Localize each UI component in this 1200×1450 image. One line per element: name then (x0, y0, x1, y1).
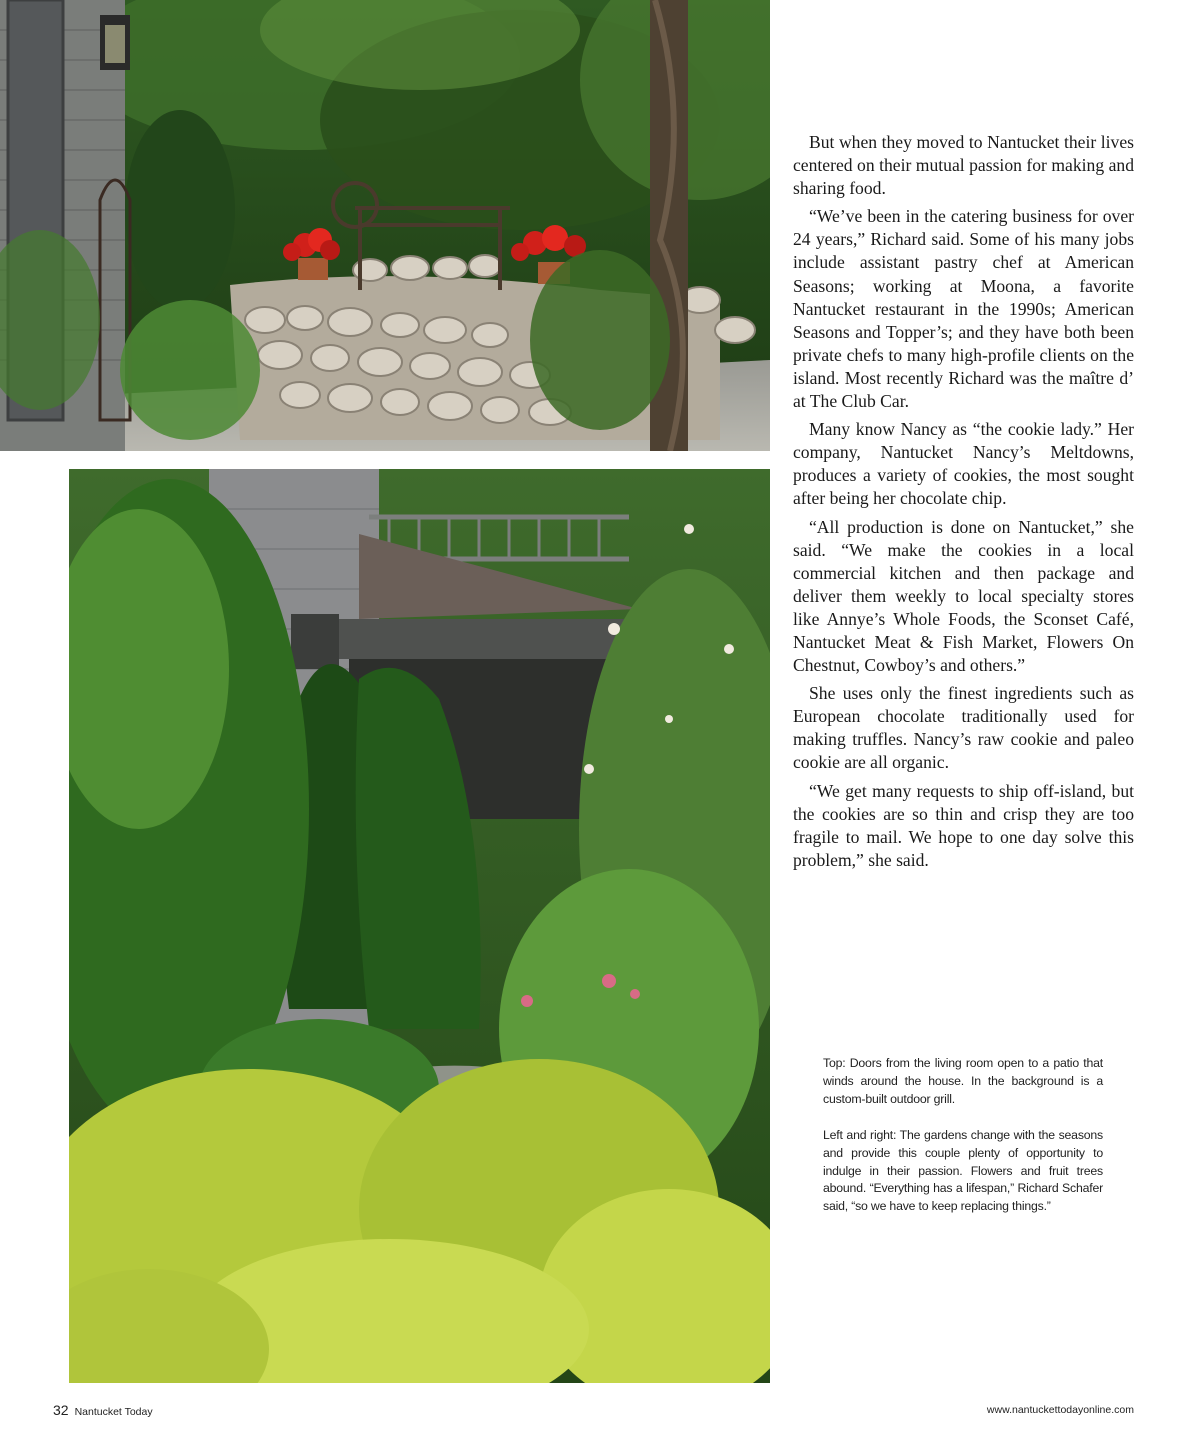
article-body (793, 131, 1134, 877)
footer-folio (53, 1402, 153, 1420)
article-paragraph: “We’ve been in the catering business for over 24 years,” Richard said. Some of his many jobs include assistant pastry chef at American Seasons; working at Moona, a favorite Nantucket restaurant in the 1990s; American Seasons and Topper’s; and they have both been private chefs to many high-profile clients on the island. Most recently Richard was the maître d’ at The Club Car. (793, 206, 1134, 412)
photo-garden (69, 469, 770, 1383)
article-paragraph: “All production is done on Nantucket,” she said. “We make the cookies in a local commercial kitchen and then package and deliver them weekly to local specialty stores like Annye’s Whole Foods, the Sconset Café, Nantucket Meat & Fish Market, Flowers On Chestnut, Cowboy’s and others.” (793, 516, 1134, 676)
article-paragraph: Many know Nancy as “the cookie lady.” Her company, Nantucket Nancy’s Meltdowns, produces a variety of cookies, the most sought after being her chocolate chip. (793, 419, 1134, 509)
publication-name: Nantucket Today (74, 1406, 153, 1418)
page-number: 32 (53, 1402, 69, 1418)
caption-left-right: Left and right: The gardens change with the seasons and provide this couple plenty of opportunity to indulge in their passion. Flowers and fruit trees abound. “Everything has a lifespan,” Richard Schafer said, “so we have to keep replacing things.” (823, 1127, 1103, 1214)
footer-website: www.nantuckettodayonline.com (986, 1404, 1134, 1416)
article-paragraph: But when they moved to Nantucket their lives centered on their mutual passion for making and sharing food. (793, 132, 1134, 199)
caption-top: Top: Doors from the living room open to a patio that winds around the house. In the background is a custom-built outdoor grill. (823, 1056, 1103, 1106)
article-paragraph: She uses only the finest ingredients such as European chocolate traditionally used for making truffles. Nancy’s raw cookie and paleo cookie are all organic. (793, 683, 1134, 773)
photo-caption (823, 1055, 1103, 1234)
photo-patio-grill (0, 0, 770, 451)
article-paragraph: “We get many requests to ship off-island, but the cookies are so thin and crisp they are too fragile to mail. We hope to one day solve this problem,” she said. (793, 780, 1134, 870)
